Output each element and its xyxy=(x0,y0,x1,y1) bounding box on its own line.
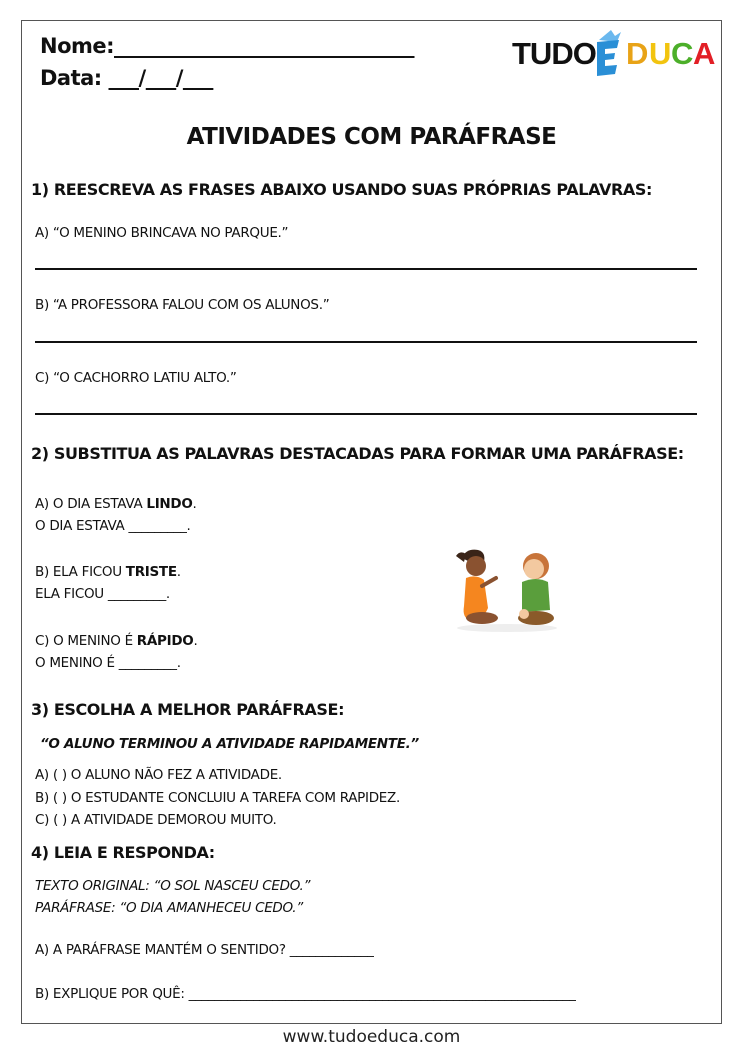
item-punct: . xyxy=(192,496,197,512)
option-c[interactable]: C) ( ) A ATIVIDADE DEMOROU MUITO. xyxy=(35,812,277,828)
section2-blank-c[interactable]: O MENINO É _________. xyxy=(35,655,181,671)
item-punct: . xyxy=(193,633,198,649)
section3-heading: 3) ESCOLHA A MELHOR PARÁFRASE: xyxy=(31,700,345,719)
highlighted-word: TRISTE xyxy=(125,564,177,580)
answer-line-a[interactable] xyxy=(35,268,697,270)
book-icon xyxy=(593,28,627,78)
section2-blank-a[interactable]: O DIA ESTAVA _________. xyxy=(35,518,191,534)
logo-text-tudo: TUDO xyxy=(512,36,596,71)
question-a[interactable]: A) A PARÁFRASE MANTÉM O SENTIDO? _____________ xyxy=(35,942,374,958)
answer-line-c[interactable] xyxy=(35,413,697,415)
question-b[interactable]: B) EXPLIQUE POR QUÊ: ____________________________________________________________ xyxy=(35,986,576,1002)
section2-item-c xyxy=(35,633,197,649)
item-text: C) O MENINO É xyxy=(35,633,137,649)
paraphrase-text: PARÁFRASE: “O DIA AMANHECEU CEDO.” xyxy=(35,900,303,916)
name-field[interactable]: Nome:______________________________ xyxy=(40,34,415,58)
section2-heading: 2) SUBSTITUA AS PALAVRAS DESTACADAS PARA FORMAR UMA PARÁFRASE: xyxy=(31,444,684,463)
answer-line-b[interactable] xyxy=(35,341,697,343)
logo-letter-a: A xyxy=(693,36,715,71)
highlighted-word: LINDO xyxy=(146,496,193,512)
item-text: B) ELA FICOU xyxy=(35,564,126,580)
footer-url[interactable]: www.tudoeduca.com xyxy=(282,1027,461,1047)
original-text: TEXTO ORIGINAL: “O SOL NASCEU CEDO.” xyxy=(35,878,311,894)
date-field[interactable]: Data: ___/___/___ xyxy=(40,66,213,90)
option-a[interactable]: A) ( ) O ALUNO NÃO FEZ A ATIVIDADE. xyxy=(35,767,282,783)
section2-item-b xyxy=(35,564,181,580)
logo-letter-d: D xyxy=(626,36,648,71)
page-title: ATIVIDADES COM PARÁFRASE xyxy=(186,124,557,150)
section1-heading: 1) REESCREVA AS FRASES ABAIXO USANDO SUAS PRÓPRIAS PALAVRAS: xyxy=(31,180,652,199)
item-punct: . xyxy=(176,564,181,580)
section2-item-a xyxy=(35,496,197,512)
logo-letter-c: C xyxy=(671,36,693,71)
logo-letter-u: U xyxy=(649,36,671,71)
option-b[interactable]: B) ( ) O ESTUDANTE CONCLUIU A TAREFA COM RAPIDEZ. xyxy=(35,790,400,806)
highlighted-word: RÁPIDO xyxy=(136,633,194,649)
item-text: A) O DIA ESTAVA xyxy=(35,496,147,512)
section1-item-a: A) “O MENINO BRINCAVA NO PARQUE.” xyxy=(35,225,289,241)
children-illustration xyxy=(452,548,562,633)
tudoeduca-logo xyxy=(510,28,720,78)
section2-blank-b[interactable]: ELA FICOU _________. xyxy=(35,586,170,602)
section1-item-c: C) “O CACHORRO LATIU ALTO.” xyxy=(35,370,237,386)
section4-heading: 4) LEIA E RESPONDA: xyxy=(31,843,215,862)
section3-quote: “O ALUNO TERMINOU A ATIVIDADE RAPIDAMENTE.” xyxy=(40,736,419,752)
section1-item-b: B) “A PROFESSORA FALOU COM OS ALUNOS.” xyxy=(35,297,330,313)
